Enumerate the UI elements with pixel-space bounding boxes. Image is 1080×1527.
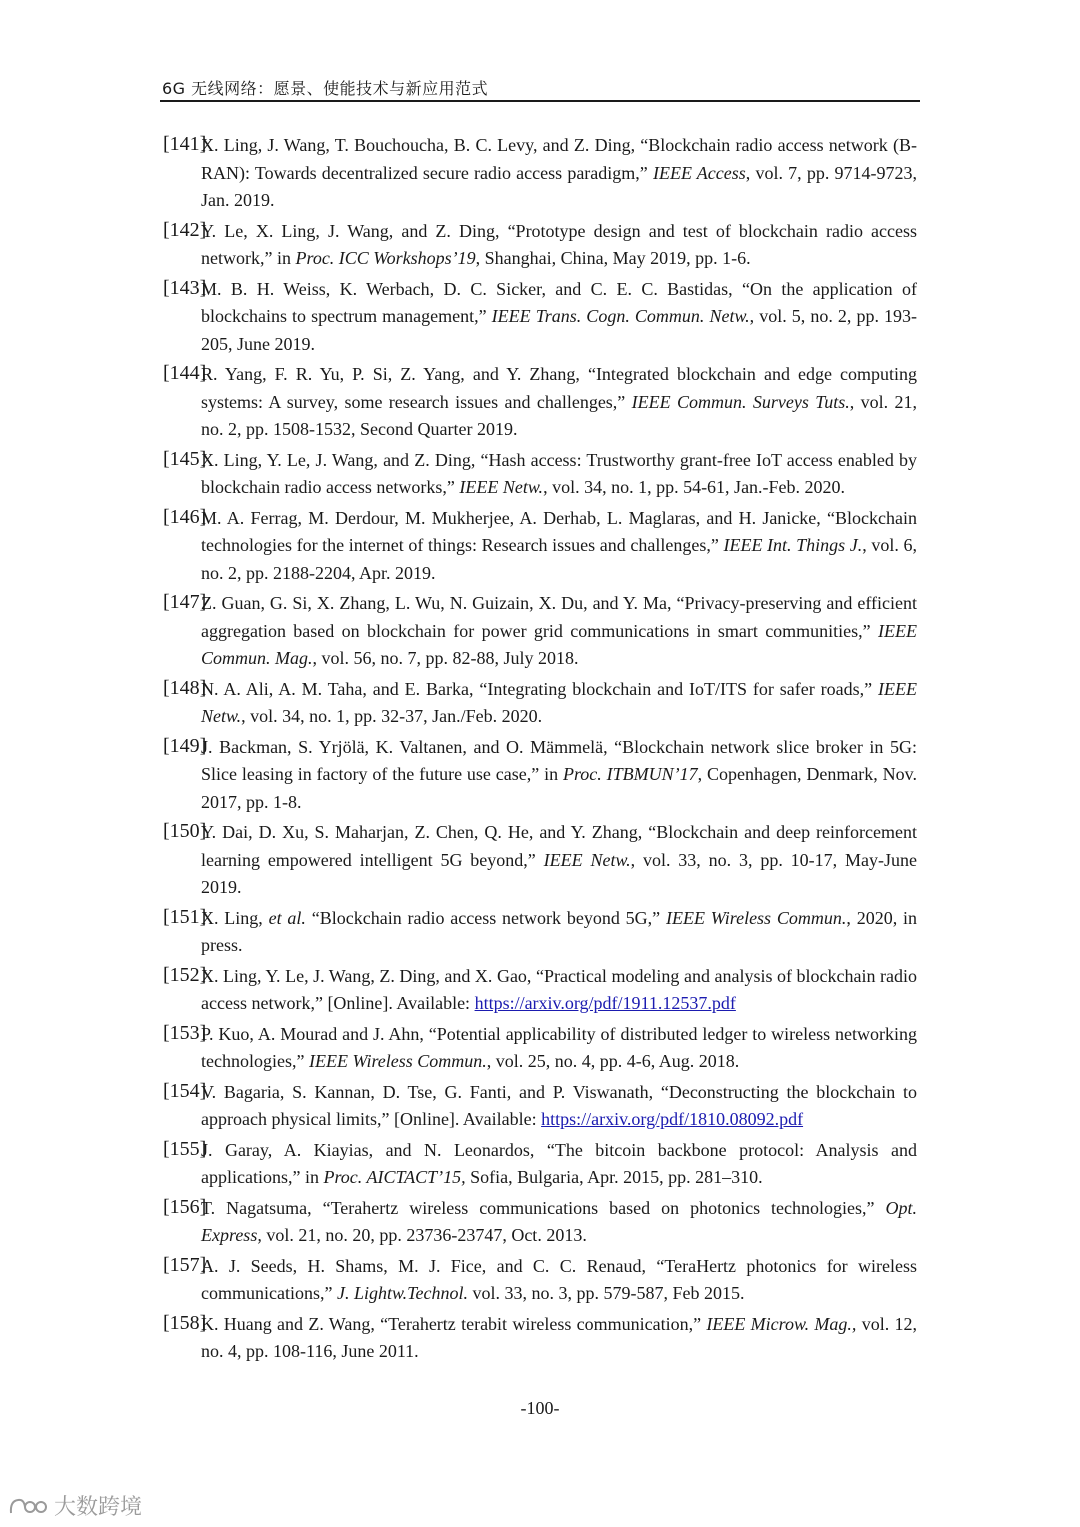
running-header: 6G 无线网络：愿景、使能技术与新应用范式 <box>162 79 489 98</box>
reference-segment: , vol. 25, no. 4, pp. 4-6, Aug. 2018. <box>486 1051 740 1071</box>
reference-item <box>163 218 917 273</box>
reference-item <box>163 819 917 902</box>
reference-number: [149] <box>163 734 207 757</box>
reference-number: [143] <box>163 276 207 299</box>
reference-number: [142] <box>163 218 207 241</box>
reference-venue: et al. <box>268 907 306 928</box>
reference-number: [152] <box>163 963 207 986</box>
reference-venue: J. Lightw.Technol. <box>336 1283 468 1303</box>
reference-segment: vol. 33, no. 3, pp. 579-587, Feb 2015. <box>467 1283 745 1303</box>
reference-text <box>201 1256 917 1304</box>
reference-venue: IEEE Wireless Commun. <box>665 907 847 928</box>
reference-segment: Y. Le, X. Ling, J. Wang, and Z. Ding, “Prototype design and test of blockchain radio access network,” in <box>201 220 917 268</box>
reference-text <box>201 737 917 812</box>
reference-text <box>201 221 917 269</box>
reference-number: [141] <box>163 133 207 155</box>
reference-number: [154] <box>163 1079 207 1102</box>
reference-segment: Z. Guan, G. Si, X. Zhang, L. Wu, N. Guizain, X. Du, and Y. Ma, “Privacy-preserving and efficient aggregation based on blockchain for power grid communications in smart communities,” <box>201 593 917 641</box>
reference-segment: vol. 21, no. 20, pp. 23736-23747, Oct. 2013. <box>261 1225 587 1245</box>
reference-segment: , vol. 7, pp. 9714-9723, Jan. 2019. <box>201 162 917 210</box>
reference-number: [150] <box>163 820 207 842</box>
reference-text <box>201 1314 917 1362</box>
reference-venue: IEEE Commun. Mag. <box>201 620 917 668</box>
reference-item <box>163 505 917 588</box>
reference-item <box>163 1137 917 1192</box>
reference-item <box>163 1021 917 1076</box>
reference-segment: , Copenhagen, Denmark, Nov. 2017, pp. 1-8. <box>201 764 917 812</box>
reference-segment: X. Ling, <box>201 907 269 928</box>
reference-segment: N. A. Ali, A. M. Taha, and E. Barka, “Integrating blockchain and IoT/ITS for safer roads,” <box>201 678 879 699</box>
reference-segment: , vol. 33, no. 3, pp. 10-17, May-June 2019. <box>201 849 918 897</box>
reference-text <box>201 1198 917 1246</box>
reference-venue: Proc. ICC Workshops’19 <box>295 248 476 268</box>
reference-item <box>163 963 917 1018</box>
reference-segment: J. Garay, A. Kiayias, and N. Leonardos, “The bitcoin backbone protocol: Analysis and applications,” in <box>201 1139 917 1187</box>
reference-segment: A. J. Seeds, H. Shams, M. J. Fice, and C. C. Renaud, “TeraHertz photonics for wireless communications,” <box>201 1255 917 1303</box>
reference-number: [145] <box>163 447 207 470</box>
reference-segment: X. Ling, Y. Le, J. Wang, and Z. Ding, “Hash access: Trustworthy grant-free IoT access enabled by blockchain radio access networks,” <box>201 449 917 497</box>
reference-text <box>201 450 917 498</box>
reference-number: [151] <box>163 905 207 928</box>
reference-venue: IEEE Int. Things J. <box>723 535 863 555</box>
reference-segment: M. B. H. Weiss, K. Werbach, D. C. Sicker, and C. E. C. Bastidas, “On the application of blockchains to spectrum management,” <box>201 278 917 326</box>
reference-item <box>163 447 917 502</box>
reference-venue: Proc. ITBMUN’17 <box>562 764 698 784</box>
reference-number: [155] <box>163 1137 207 1160</box>
reference-item <box>163 905 917 960</box>
reference-venue: IEEE Netw. <box>543 849 631 870</box>
reference-segment: , vol. 6, no. 2, pp. 2188-2204, Apr. 2019. <box>201 535 917 583</box>
reference-number: [148] <box>163 676 207 699</box>
watermark <box>8 1490 142 1521</box>
reference-venue: IEEE Trans. Cogn. Commun. Netw. <box>491 306 750 326</box>
reference-segment: M. A. Ferrag, M. Derdour, M. Mukherjee, A. Derhab, L. Maglaras, and H. Janicke, “Blockchain technologies for the internet of things: Research issues and challenges,” <box>201 507 917 555</box>
reference-item <box>163 1079 917 1134</box>
reference-venue: IEEE Commun. Surveys Tuts. <box>631 391 850 412</box>
reference-venue: IEEE Netw. <box>459 477 544 497</box>
watermark-text: 大数跨境 <box>54 1495 143 1520</box>
page-number: -100- <box>520 1398 560 1418</box>
reference-item <box>163 590 917 673</box>
reference-segment: “Blockchain radio access network beyond 5G,” <box>305 907 666 928</box>
reference-segment: T. Nagatsuma, “Terahertz wireless communications based on photonics technologies,” <box>201 1197 886 1218</box>
reference-item <box>163 1311 917 1366</box>
reference-number: [157] <box>163 1253 207 1276</box>
reference-segment: X. Ling, Y. Le, J. Wang, Z. Ding, and X. Gao, “Practical modeling and analysis of blockchain radio access network,” [Online]. Available: <box>201 965 917 1013</box>
reference-segment: , vol. 5, no. 2, pp. 193-205, June 2019. <box>201 306 918 354</box>
reference-item <box>163 734 917 817</box>
reference-number: [156] <box>163 1195 207 1218</box>
reference-url-link[interactable]: https://arxiv.org/pdf/1911.12537.pdf <box>474 993 736 1013</box>
reference-segment: J. Backman, S. Yrjölä, K. Valtanen, and O. Mämmelä, “Blockchain network slice broker in 5G: Slice leasing in factory of the future use case,” in <box>201 736 917 784</box>
reference-text <box>201 508 917 583</box>
reference-text <box>201 966 917 1014</box>
header-rule <box>160 100 920 102</box>
reference-segment: P. Kuo, A. Mourad and J. Ahn, “Potential applicability of distributed ledger to wireless networking technologies,” <box>201 1023 917 1071</box>
reference-text <box>201 1140 917 1188</box>
reference-segment: , vol. 56, no. 7, pp. 82-88, July 2018. <box>312 648 579 668</box>
reference-number: [144] <box>163 362 207 384</box>
reference-item <box>163 132 917 215</box>
reference-text <box>201 593 917 668</box>
reference-segment: , Shanghai, China, May 2019, pp. 1-6. <box>475 248 751 268</box>
reference-segment: K. Huang and Z. Wang, “Terahertz terabit wireless communication,” <box>201 1313 707 1334</box>
reference-text <box>201 1082 917 1130</box>
reference-segment: , 2020, in press. <box>201 907 918 955</box>
reference-segment: Sofia, Bulgaria, Apr. 2015, pp. 281–310. <box>465 1167 763 1187</box>
reference-number: [147] <box>163 591 207 613</box>
reference-number: [158] <box>163 1311 207 1334</box>
reference-item <box>163 276 917 359</box>
reference-text <box>201 364 917 439</box>
reference-text <box>201 908 917 956</box>
reference-segment: , vol. 34, no. 1, pp. 32-37, Jan./Feb. 2020. <box>241 706 543 726</box>
reference-item <box>163 676 917 731</box>
reference-segment: R. Yang, F. R. Yu, P. Si, Z. Yang, and Y. Zhang, “Integrated blockchain and edge computing systems: A survey, some research issues and challenges,” <box>201 364 917 412</box>
reference-number: [153] <box>163 1021 207 1044</box>
reference-item <box>163 361 917 444</box>
reference-text <box>201 679 917 727</box>
watermark-logo-icon <box>8 1495 48 1517</box>
reference-venue: IEEE Access <box>652 162 746 183</box>
reference-segment: , vol. 21, no. 2, pp. 1508-1532, Second Quarter 2019. <box>201 391 917 439</box>
reference-list <box>163 132 917 1369</box>
reference-text <box>201 1024 917 1072</box>
reference-url-link[interactable]: https://arxiv.org/pdf/1810.08092.pdf <box>541 1109 804 1129</box>
reference-segment: , vol. 34, no. 1, pp. 54-61, Jan.-Feb. 2020. <box>543 477 846 497</box>
reference-segment: X. Ling, J. Wang, T. Bouchoucha, B. C. Levy, and Z. Ding, “Blockchain radio access network (B-RAN): Towards decentralized secure radio access paradigm,” <box>201 135 917 183</box>
reference-segment: Y. Dai, D. Xu, S. Maharjan, Z. Chen, Q. He, and Y. Zhang, “Blockchain and deep reinforcement learning empowered intelligent 5G beyond,” <box>201 822 917 870</box>
reference-venue: IEEE Netw. <box>201 678 917 726</box>
reference-number: [146] <box>163 505 207 528</box>
reference-venue: IEEE Wireless Commun. <box>308 1051 487 1071</box>
reference-venue: Proc. AICTACT’15, <box>323 1167 466 1187</box>
reference-venue: Opt. Express, <box>201 1197 917 1245</box>
reference-text <box>201 822 917 897</box>
reference-segment: V. Bagaria, S. Kannan, D. Tse, G. Fanti, and P. Viswanath, “Deconstructing the blockchain to approach physical limits,” [Online]. Available: <box>201 1081 917 1129</box>
reference-segment: vol. 12, no. 4, pp. 108-116, June 2011. <box>201 1313 917 1361</box>
reference-text <box>201 279 917 354</box>
reference-item <box>163 1195 917 1250</box>
reference-text <box>201 135 917 210</box>
reference-venue: IEEE Microw. Mag., <box>706 1313 857 1334</box>
reference-item <box>163 1253 917 1308</box>
